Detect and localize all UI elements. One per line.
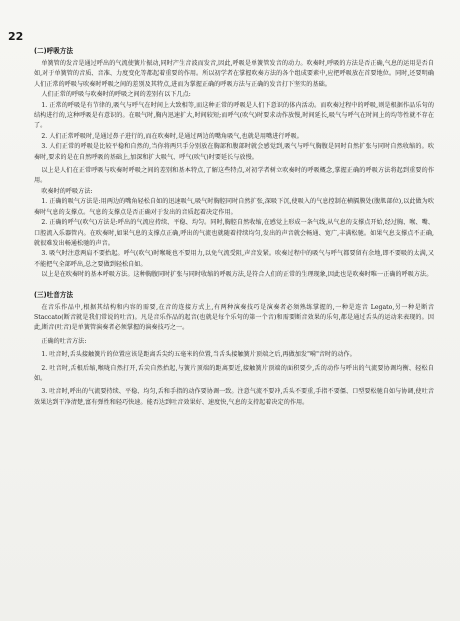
paragraph: 以上是人们在正常呼吸与吹奏时呼吸之间的差别和基本特点,了解这些特点,对初学者树立吹奏时的呼吸概念,掌握正确的呼吸方法将起到重要的作用。 [34, 167, 434, 185]
list-item: 3. 人们正常的呼吸是比较平稳和自然的,当你将两只手分别放在胸部和腹部时就会感觉到,吸气与呼气胸腹是同时自然扩张与同时自然收缩的。吹奏时,要求的是在自然呼吸的基础上,加深和扩大吸气、呼气(吹气)时要延长与放慢。 [34, 143, 434, 161]
list-item: 1. 正常的呼吸是有节律的,吸气与呼气在时间上大致相等,而这种正常的呼吸是人们下意识的体内活动。而吹奏过程中的呼吸,则是根据作品乐句的结构进行的,这种呼吸是有意识的。在吸气时,胸内迅速扩大,时间较短;而呼气(吹气)时要求动作放慢,时间延长,吸气与呼气在时间上的均等性就不存在了。 [34, 101, 434, 130]
paragraph: 以上是在吹奏时的基本呼吸方法。这种胸腹同时扩张与同时收缩的呼吸方法,是符合人们的正常的生理现象,因此也是吹奏时唯一正确的呼吸方法。 [41, 271, 433, 279]
list-item: 1. 正确的吸气方法是:用两边的嘴角轻松自如的迅速吸气,吸气时胸腔同时自然扩张,深吸下沉,使吸入的气息控制在横膈膜处(腹肌部位),以此做为吹奏时气息的支撑点。气息的支撑点是否正确对于发出的音质起着决定作用。 [34, 198, 434, 216]
list-item: 1. 吐音时,舌头接触簧片的位置应该是距离舌尖约五毫米的位置,当舌头接触簧片顶端之后,再做加发"嗬"音时的动作。 [41, 351, 356, 359]
paragraph: 在音乐作品中,根据其结构和内容的需要,在音的连接方式上,有两种演奏技巧是演奏者必须熟练掌握的,一种是连音 Legato,另一种是断音 Staccato(断音就是我们常说的吐音)。凡是音乐作品的起音(也就是每个乐句的第一个音)和需要断音效果的乐句,都是通过舌头的运动来表现的。因此,断音(吐音)是单簧管演奏者必须掌握的演奏技巧之一。 [34, 303, 434, 332]
paragraph: 正确的吐音方法: [41, 337, 87, 345]
page-number: 22 [8, 30, 24, 43]
list-item: 2. 人们正常呼吸时,是通过鼻子进行的,而在吹奏时,是通过两边的嘴角吸气,也就是用嘴进行呼吸。 [41, 132, 303, 140]
paragraph: 吹奏时的呼吸方法: [41, 187, 93, 195]
section-heading-breathing: (二)呼吸方法 [34, 47, 73, 55]
paragraph: 人们正常的呼吸与吹奏时的呼吸之间的差别有以下几点: [41, 91, 191, 99]
list-item: 2. 吐音时,舌根后缩,喉咙自然打开,舌尖自然抬起,与簧片顶端的距离要近,接触簧片顶端的面积要少,舌的动作与呼出的气流要协调均衡、轻松自如。 [34, 364, 434, 382]
page-content [34, 44, 434, 613]
list-item: 3. 吐音时,呼出的气流要持续、平稳、均匀,舌和手指的动作要协调一致。注意气流不要冲,舌头不要重,手指不要僵、口型要松驰自如与协调,使吐音效果达到干净清楚,富有弹性和轻巧快速。能否达到吐音效果好、速度快,气息的支持起着决定的作用。 [34, 388, 434, 406]
list-item: 3. 吸气时注意两肩不要抬起。呼气(吹气)时喉咙也不要用力,以免气流受阻,声音发紧。吹奏过程中的吸气与呼气都要留有余地,即不要吸的太满,又不能把气全部呼出,总之要做到轻松自如。 [34, 250, 434, 268]
section-heading-tonguing: (三)吐音方法 [34, 290, 73, 299]
paragraph: 单簧管的发音是通过呼出的气流使簧片振动,同时产生音波而发音,因此,呼吸是单簧管发音的动力。吹奏时,呼吸的方法是否正确,气息的运用是否自如,对于单簧管的音质、音准、力度变化等都起着重要的作用。所以初学者在掌握吹奏方法的各个组成要素中,应把呼吸放在首要地位。同时,还要明确人们正常的呼吸与吹奏时呼吸之间的差别及其特点,进而为掌握正确的呼吸方法与正确的发音打下坚实的基础。 [34, 60, 434, 88]
list-item: 2. 正确的呼气(吹气)方法是:呼出的气流应持续、平稳、均匀。同时,胸腔自然收缩,在感觉上形成一条气线,从气息的支撑点开始,经过胸、喉、嘴、口腔流入乐器管内。在吹奏时,如果气息的支撑点正确,呼出的气流也就随着持续均匀,发出的声音就会畅通、宽广,丰满松驰。如果气息支撑点不正确,就很难发出畅通松驰的声音。 [34, 219, 434, 247]
